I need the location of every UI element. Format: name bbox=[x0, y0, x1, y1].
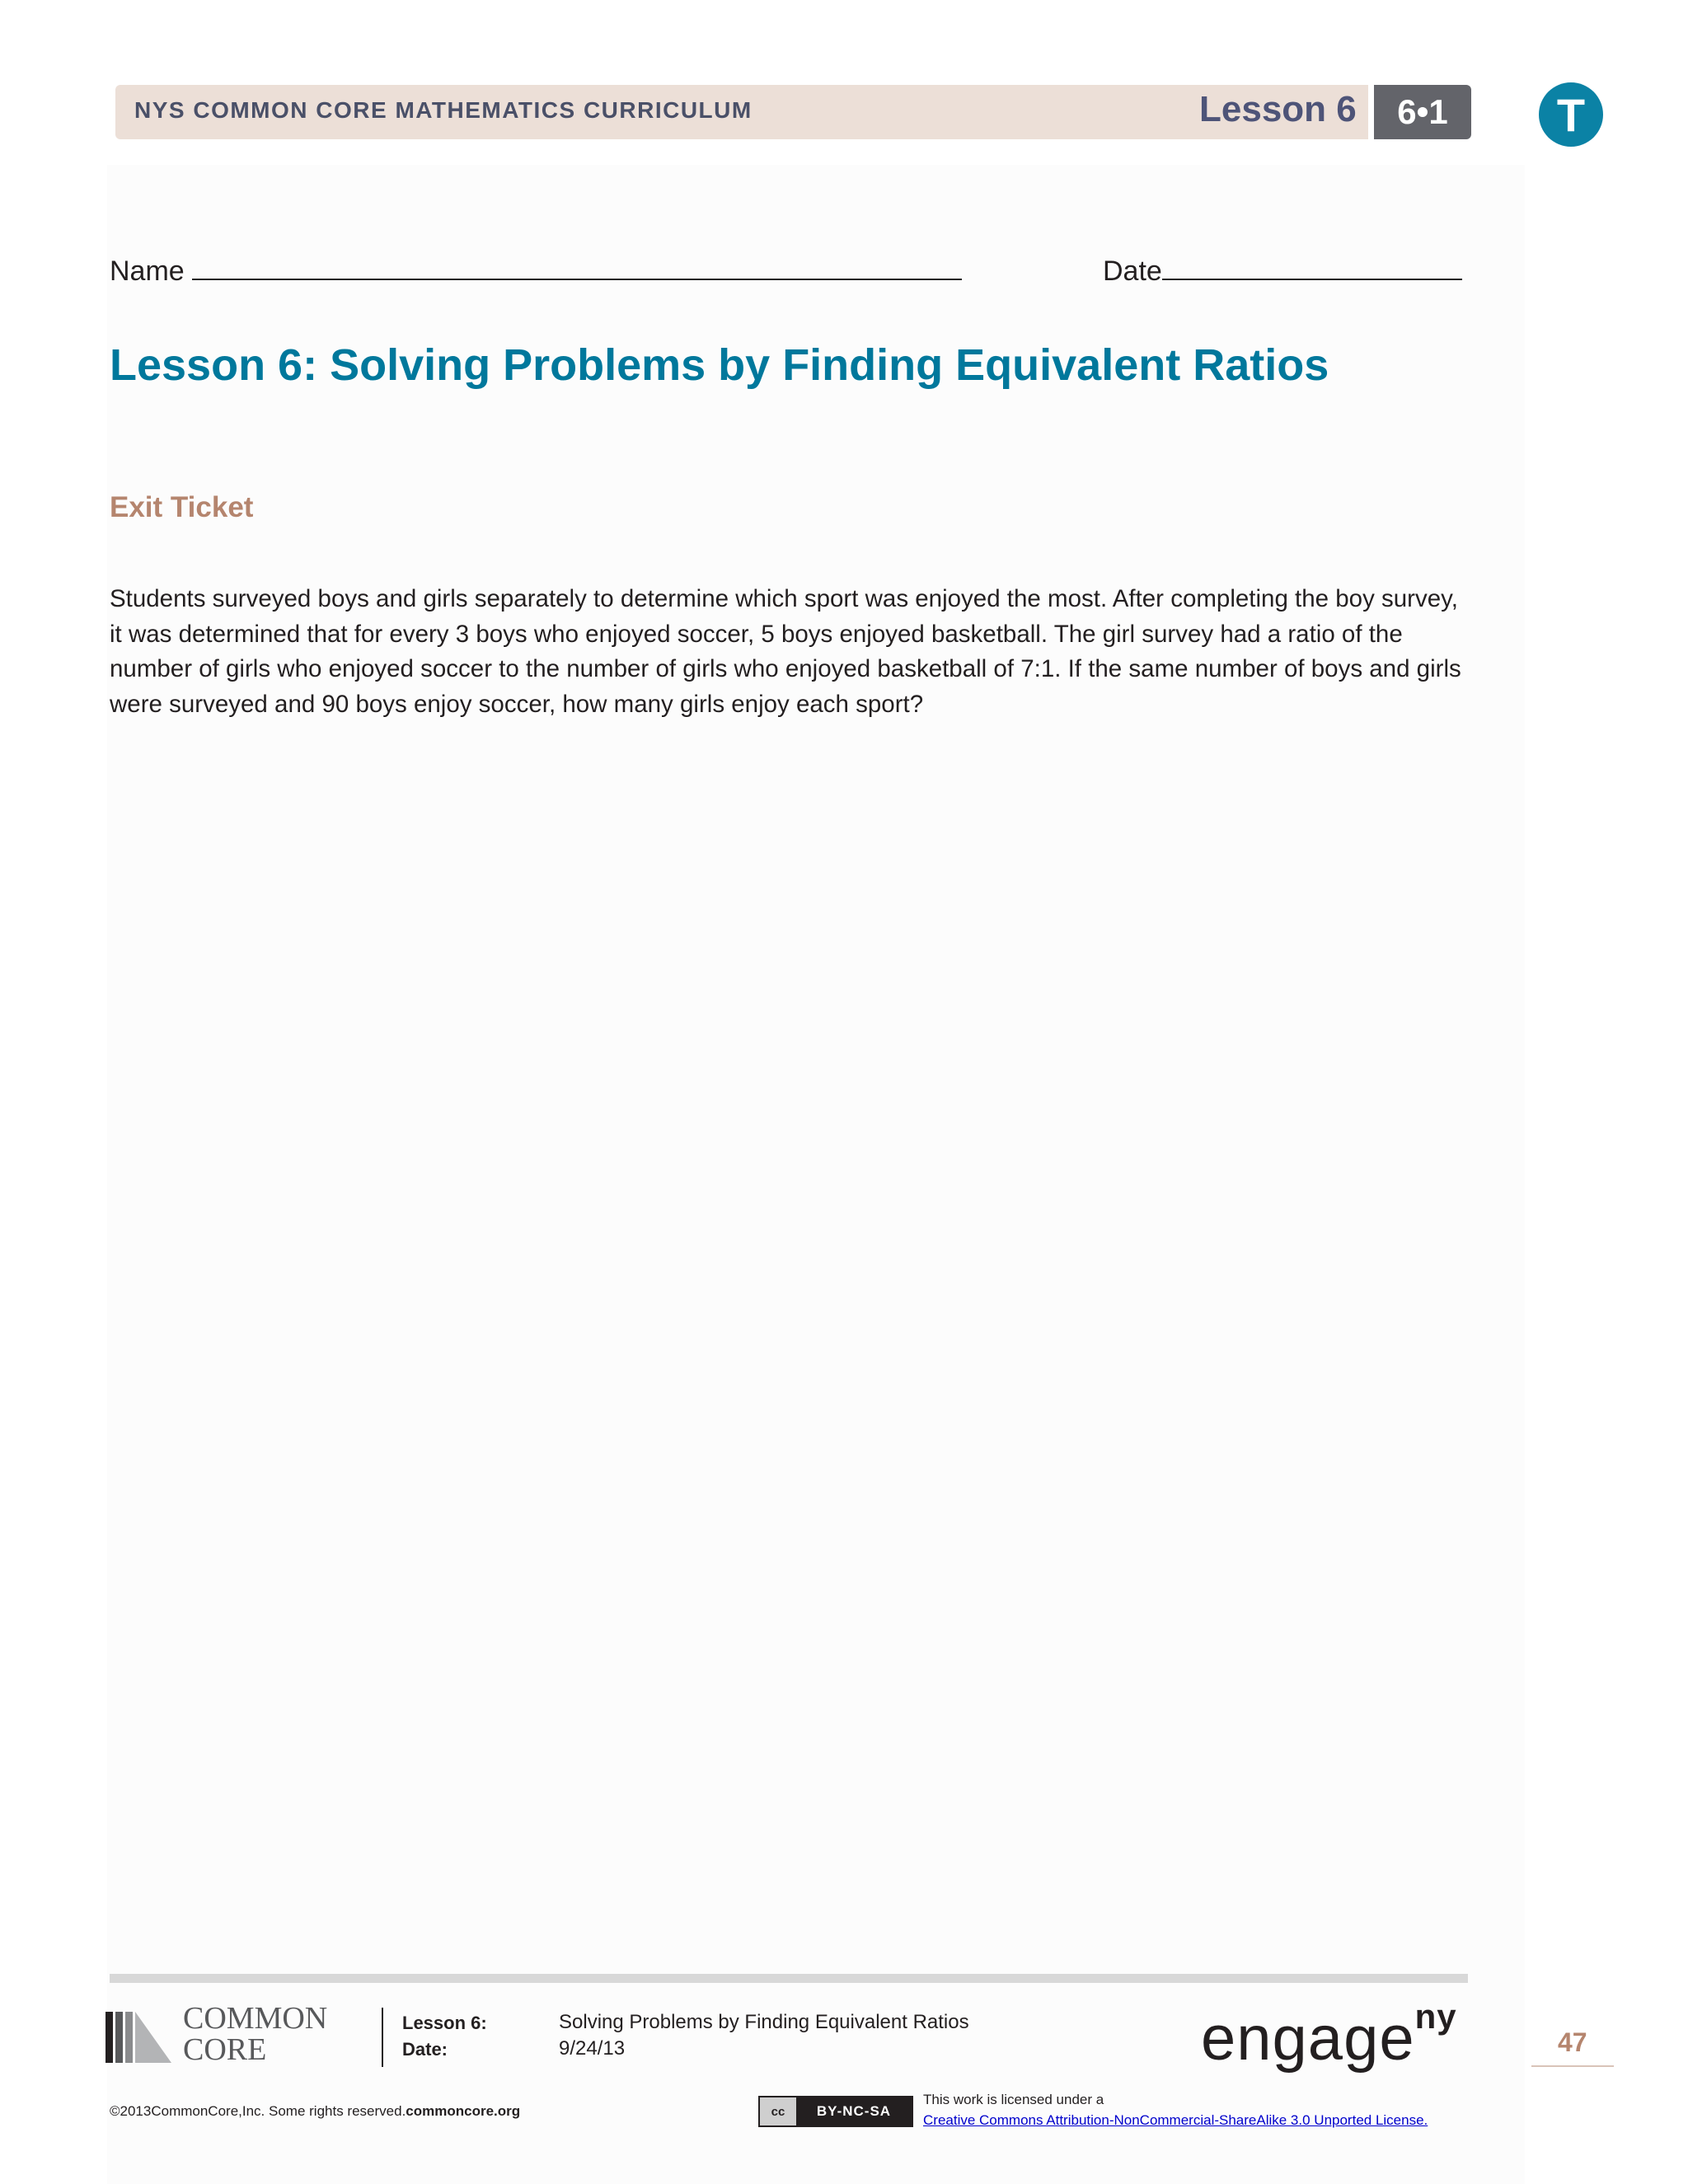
footer-divider bbox=[110, 1974, 1468, 1983]
teacher-badge-icon: T bbox=[1539, 82, 1603, 147]
date-label: Date bbox=[1103, 255, 1162, 287]
page-title: Lesson 6: Solving Problems by Finding Equivalent Ratios bbox=[110, 340, 1329, 390]
page-background bbox=[107, 165, 1525, 2184]
license-link[interactable]: Creative Commons Attribution-NonCommercial-ShareAlike 3.0 Unported License. bbox=[923, 2112, 1428, 2128]
name-blank[interactable] bbox=[192, 254, 962, 280]
cc-license-badge-icon[interactable] bbox=[758, 2096, 913, 2127]
footer-vertical-divider bbox=[382, 2008, 383, 2067]
name-label: Name bbox=[110, 255, 185, 287]
exit-ticket-heading: Exit Ticket bbox=[110, 491, 254, 523]
date-field[interactable] bbox=[1103, 254, 1462, 288]
date-blank[interactable] bbox=[1162, 254, 1462, 280]
footer-date-label: Date: bbox=[402, 2039, 448, 2060]
curriculum-label: NYS COMMON CORE MATHEMATICS CURRICULUM bbox=[134, 97, 753, 123]
footer-date-value: 9/24/13 bbox=[559, 2037, 626, 2060]
problem-text: Students surveyed boys and girls separately to determine which sport was enjoyed the most. After completing the boy survey, it was determined that for every 3 boys who enjoyed soccer, 5 boys enjoyed basketball. The girl survey had a ratio of the number of girls who enjoyed soccer to the number of girls who enjoyed basketball of 7:1. If the same number of boys and girls were surveyed and 90 boys enjoy soccer, how many girls enjoy each sport? bbox=[110, 585, 1461, 718]
common-core-logo-icon bbox=[106, 2008, 171, 2063]
common-core-wordmark: COMMON CORE bbox=[183, 2001, 328, 2067]
name-field[interactable] bbox=[110, 254, 962, 288]
footer-lesson-label: Lesson 6: bbox=[402, 2013, 487, 2033]
cc-terms-label: BY-NC-SA bbox=[796, 2097, 912, 2125]
license-text: This work is licensed under a bbox=[923, 2092, 1104, 2107]
cc-icon: cc bbox=[760, 2097, 796, 2125]
page-number-underline bbox=[1531, 2065, 1614, 2067]
copyright-notice: ©2013CommonCore,Inc. Some rights reserved.commoncore.org bbox=[110, 2103, 521, 2119]
engageny-logo: engage$^{ny}$ bbox=[1201, 1996, 1457, 2074]
grade-module-badge: 6•1 bbox=[1374, 85, 1471, 139]
lesson-label: Lesson 6 bbox=[1199, 89, 1357, 129]
footer-lesson-title: Solving Problems by Finding Equivalent Ratios bbox=[559, 2011, 969, 2033]
page-number: 47 bbox=[1558, 2027, 1587, 2057]
